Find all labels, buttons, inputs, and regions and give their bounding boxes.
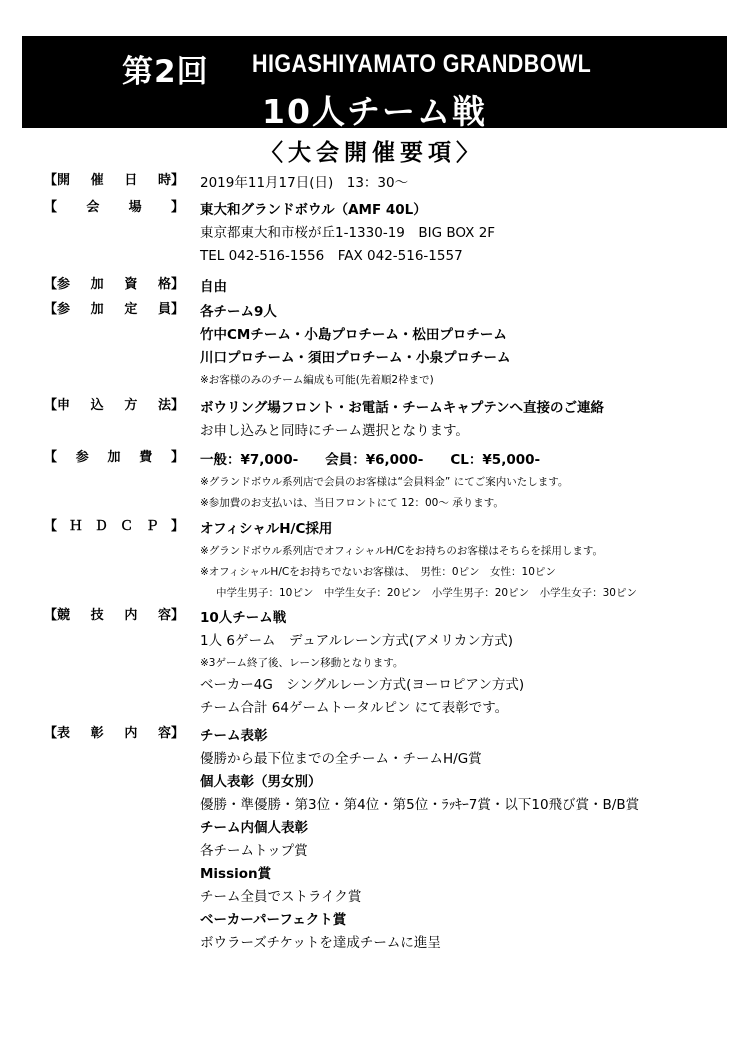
section-line: ※オフィシャルH/Cをお持ちでないお客様は、 男性：0ピン 女性：10ピン [200, 566, 556, 578]
section-label-part: 方 [124, 398, 138, 413]
section-line: オフィシャルH/C採用 [200, 521, 333, 537]
section-line: ベーカーパーフェクト賞 [200, 912, 347, 928]
section-label-part: 【 [44, 450, 58, 465]
section-line: ※3ゲーム終了後、レーン移動となります。 [200, 657, 404, 669]
section-content [200, 449, 730, 514]
section-line: 1人 6ゲーム デュアルレーン方式(アメリカン方式) [200, 633, 514, 649]
section-line: ベーカー4G シングルレーン方式(ヨーロピアン方式) [200, 677, 525, 693]
section-label [44, 276, 184, 294]
section-label-part: 員】 [157, 302, 184, 317]
section-label [44, 172, 184, 190]
section-line: 一般：¥7,000- 会員：¥6,000- CL：¥5,000- [200, 452, 541, 468]
section-line: ボウリング場フロント・お電話・チームキャプテンへ直接のご連絡 [200, 400, 605, 416]
section-label-part: 時】 [157, 173, 184, 188]
section-label-part: 場 [128, 200, 142, 215]
section-label-part: 技 [90, 608, 104, 623]
section-content [200, 172, 730, 195]
section-label-part: 【参 [44, 302, 71, 317]
section-label [44, 607, 184, 625]
section-label-part: 容】 [157, 726, 184, 741]
section-label-part: 加 [90, 277, 104, 292]
section-line: 10人チーム戦 [200, 610, 287, 626]
section-line: お申し込みと同時にチーム選択となります。 [200, 423, 469, 439]
section-label-part: 法】 [157, 398, 184, 413]
section-line: 竹中CMチーム・小島プロチーム・松田プロチーム [200, 327, 507, 343]
section-label-part: 【表 [44, 726, 71, 741]
section-label-part: 内 [124, 726, 138, 741]
section-label [44, 725, 184, 743]
section-label-part: Ｈ [69, 519, 83, 534]
section-label-part: 【申 [44, 398, 71, 413]
section-line: TEL 042-516-1556 FAX 042-516-1557 [200, 248, 463, 264]
section-label-part: 彰 [90, 726, 104, 741]
section-content [200, 276, 730, 299]
section-label-part: 内 [124, 608, 138, 623]
section-line: ※グランドボウル系列店で会員のお客様は“会員料金” にてご案内いたします。 [200, 476, 569, 488]
section-line: 各チームトップ賞 [200, 843, 308, 859]
section-label [44, 301, 184, 319]
section-label-part: 加 [90, 302, 104, 317]
section-label-part: 資 [124, 277, 138, 292]
section-line: 中学生男子：10ピン 中学生女子：20ピン 小学生男子：20ピン 小学生女子：30ピン [216, 587, 637, 599]
section-label-part: 日 [124, 173, 138, 188]
section-label-part: 会 [86, 200, 100, 215]
section-label [44, 518, 184, 536]
section-label-part: 込 [90, 398, 104, 413]
section-content [200, 725, 730, 955]
section-label-part: Ｃ [120, 519, 134, 534]
section-label [44, 199, 184, 217]
section-line: チーム合計 64ゲームトータルピン にて表彰です。 [200, 700, 509, 716]
section-content [200, 518, 730, 604]
section-line: 東京都東大和市桜が丘1-1330-19 BIG BOX 2F [200, 225, 496, 241]
section-line: ボウラーズチケットを達成チームに進呈 [200, 935, 441, 951]
section-line: 各チーム9人 [200, 304, 277, 320]
section-line: チーム内個人表彰 [200, 820, 308, 836]
section-label [44, 449, 184, 467]
title-banner [22, 36, 727, 131]
section-label-part: 参 [75, 450, 89, 465]
section-content [200, 199, 730, 268]
section-label-part: Ｐ [145, 519, 159, 534]
section-label-part: 【競 [44, 608, 71, 623]
section-content [200, 607, 730, 720]
section-label-part: 加 [107, 450, 121, 465]
section-line: 川口プロチーム・須田プロチーム・小泉プロチーム [200, 350, 511, 366]
section-line: ※お客様のみのチーム編成も可能(先着順2枠まで) [200, 374, 434, 386]
section-label-part: 催 [90, 173, 104, 188]
section-content [200, 301, 730, 391]
section-line: 優勝から最下位までの全チーム・チームH/G賞 [200, 751, 482, 767]
section-label-part: 格】 [157, 277, 184, 292]
event-name-english: HIGASHIYAMATO GRANDBOWL [252, 50, 592, 78]
section-line: 東大和グランドボウル（AMF 40L） [200, 202, 427, 218]
edition-number: 第2回 [122, 54, 209, 90]
section-label-part: 】 [170, 450, 184, 465]
section-label-part: 】 [170, 200, 184, 215]
section-line: Mission賞 [200, 866, 272, 882]
section-label-part: Ｄ [94, 519, 108, 534]
section-label-part: 費 [139, 450, 153, 465]
section-label-part: 】 [170, 519, 184, 534]
section-label-part: 【 [44, 519, 58, 534]
section-line: 自由 [200, 279, 227, 295]
banner-first-line [22, 46, 727, 90]
section-label-part: 定 [124, 302, 138, 317]
section-label-part: 【参 [44, 277, 71, 292]
section-label [44, 397, 184, 415]
section-line: 個人表彰（男女別） [200, 774, 322, 790]
section-line: チーム全員でストライク賞 [200, 889, 362, 905]
section-line: 2019年11月17日(日) 13：30〜 [200, 175, 409, 191]
document-subtitle: 〈大会開催要項〉 [260, 140, 484, 166]
section-label-part: 【開 [44, 173, 71, 188]
section-line: ※参加費のお支払いは、当日フロントにて 12：00〜 承ります。 [200, 497, 504, 509]
section-content [200, 397, 730, 443]
section-line: チーム表彰 [200, 728, 268, 744]
section-label-part: 容】 [157, 608, 184, 623]
section-label-part: 【 [44, 200, 58, 215]
event-name-japanese: 10人チーム戦 [262, 92, 487, 131]
section-line: ※グランドボウル系列店でオフィシャルH/Cをお持ちのお客様はそちらを採用します。 [200, 545, 604, 557]
section-line: 優勝・準優勝・第3位・第4位・第5位・ﾗｯｷｰ7賞・以下10飛び賞・B/B賞 [200, 797, 640, 813]
